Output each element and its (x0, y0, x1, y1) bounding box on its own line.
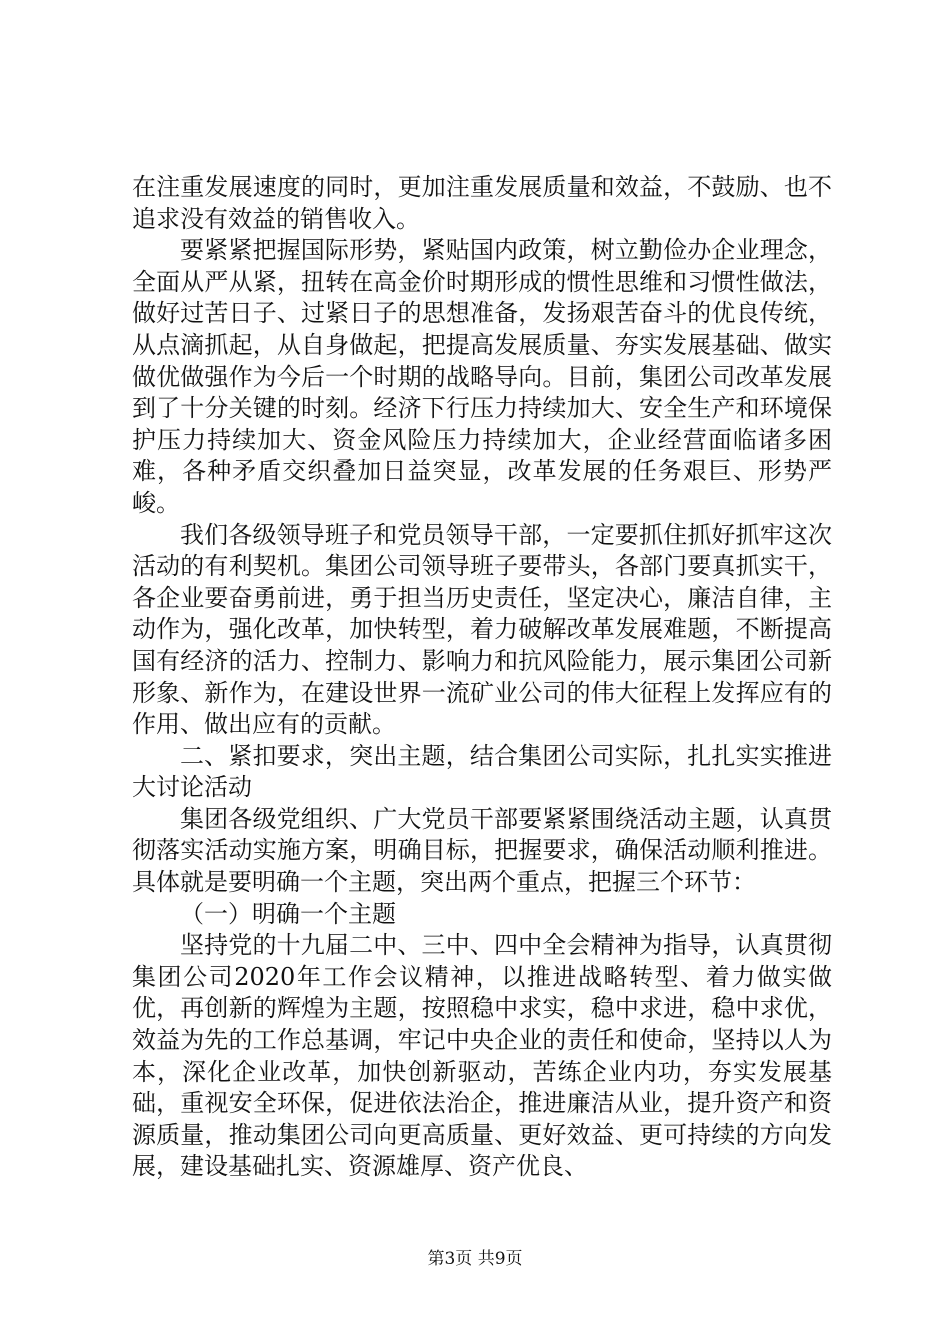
paragraph-continuation: 在注重发展速度的同时，更加注重发展质量和效益，不鼓励、也不追求没有效益的销售收入。 (132, 173, 832, 233)
paragraph-international-situation: 要紧紧把握国际形势，紧贴国内政策，树立勤俭办企业理念，全面从严从紧，扭转在高金价时期形成的惯性思维和习惯性做法，做好过苦日子、过紧日子的思想准备，发扬艰苦奋斗的优良传统，从点滴抓起，从自身做起，把提高发展质量、夯实发展基础、做实做优做强作为今后一个时期的战略导向。目前，集团公司改革发展到了十分关键的时刻。经济下行压力持续加大、安全生产和环境保护压力持续加大、资金风险压力持续加大，企业经营面临诸多困难，各种矛盾交织叠加日益突显，改革发展的任务艰巨、形势严峻。 (132, 236, 832, 517)
paragraph-guiding-principle: 坚持党的十九届二中、三中、四中全会精神为指导，认真贯彻集团公司2020年工作会议精神，以推进战略转型、着力做实做优，再创新的辉煌为主题，按照稳中求实，稳中求进，稳中求优，效益为先的工作总基调，牢记中央企业的责任和使命，坚持以人为本，深化企业改革，加快创新驱动，苦练企业内功，夯实发展基础，重视安全环保，促进依法治企，推进廉洁从业，提升资产和资源质量，推动集团公司向更高质量、更好效益、更可持续的方向发展，建设基础扎实、资源雄厚、资产优良、 (132, 931, 832, 1181)
page-number-footer: 第3页 共9页 (427, 1249, 523, 1269)
paragraph-party-organizations: 集团各级党组织、广大党员干部要紧紧围绕活动主题，认真贯彻落实活动实施方案，明确目标，把握要求，确保活动顺利推进。具体就是要明确一个主题，突出两个重点，把握三个环节： (132, 804, 832, 897)
document-body (132, 172, 832, 1183)
subsection-heading-one: （一）明确一个主题 (180, 899, 396, 928)
section-heading-two: 二、紧扣要求，突出主题，结合集团公司实际，扎扎实实推进大讨论活动 (132, 741, 832, 802)
paragraph-leadership: 我们各级领导班子和党员领导干部，一定要抓住抓好抓牢这次活动的有利契机。集团公司领导班子要带头，各部门要真抓实干，各企业要奋勇前进，勇于担当历史责任，坚定决心，廉洁自律，主动作为，强化改革，加快转型，着力破解改革发展难题，不断提高国有经济的活力、控制力、影响力和抗风险能力，展示集团公司新形象、新作为，在建设世界一流矿业公司的伟大征程上发挥应有的作用、做出应有的贡献。 (132, 520, 832, 739)
